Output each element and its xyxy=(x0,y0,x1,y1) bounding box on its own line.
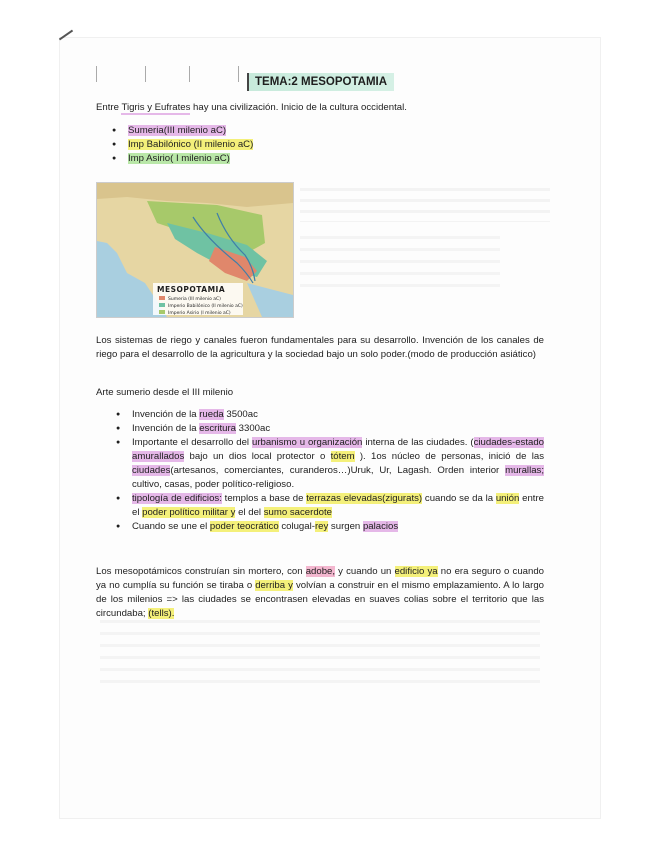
list-item: ● Invención de la rueda 3500ac xyxy=(116,408,544,422)
highlight: derriba y xyxy=(255,580,293,591)
list-item xyxy=(112,152,253,166)
highlight: (tells). xyxy=(148,608,175,619)
list-item xyxy=(112,124,253,138)
tick-mark xyxy=(189,66,190,82)
legend-item xyxy=(159,296,243,303)
arte-heading: Arte sumerio desde el III milenio xyxy=(96,387,234,398)
highlight: ciudades-estado amurallados xyxy=(132,437,544,462)
bleed-through xyxy=(100,620,540,690)
riego-paragraph: Los sistemas de riego y canales fueron fundamentales para su desarrollo. Invención de los canales de riego para el desarrollo de la agricultura y la sociedad bajo un solo poder.(modo de producción asiático) xyxy=(96,335,544,360)
mesopotamia-map xyxy=(96,182,294,318)
periods-list xyxy=(112,124,253,166)
page-title: TEMA:2 MESOPOTAMIA xyxy=(247,73,394,91)
highlight: poder político militar y xyxy=(142,507,236,518)
highlight: rueda xyxy=(199,409,224,420)
rivers-highlight: Tigris y Eufrates xyxy=(121,102,191,113)
bleed-through xyxy=(300,188,550,222)
list-item: ● Cuando se une el poder teocrático colugal-rey surgen palacios xyxy=(116,520,544,534)
period-asirio: Imp Asirio( I milenio aC) xyxy=(128,153,230,164)
map-legend xyxy=(159,296,243,316)
tick-mark xyxy=(96,66,97,82)
period-babilonico: Imp Babilónico (II milenio aC) xyxy=(128,139,254,150)
tick-mark xyxy=(238,66,239,82)
highlight: tipología de edificios: xyxy=(132,493,222,504)
tick-mark xyxy=(145,66,146,82)
highlight: sumo sacerdote xyxy=(263,507,332,518)
highlight: murallas; xyxy=(505,465,544,476)
legend-swatch xyxy=(159,303,165,307)
highlight: palacios xyxy=(362,521,399,532)
intro-post: hay una civilización. Inicio de la cultura occidental. xyxy=(190,102,407,113)
arte-list xyxy=(116,408,544,534)
highlight: rey xyxy=(314,521,329,532)
bleed-through xyxy=(300,236,500,296)
legend-swatch xyxy=(159,296,165,300)
legend-swatch xyxy=(159,310,165,314)
intro-line xyxy=(96,101,407,115)
legend-item xyxy=(159,303,243,310)
period-sumeria: Sumeria(III milenio aC) xyxy=(128,125,227,136)
legend-item xyxy=(159,310,243,317)
legend-label: Imperio Asirio (I milenio aC) xyxy=(168,310,231,316)
list-item: ● Importante el desarrollo del urbanismo u organización interna de las ciudades. (ciudades-estado amurallados bajo un dios local protector o tótem ). 1os núcleo de personas, inició de las ciudades(artesanos, comerciantes, curanderos…)Uruk, Ur, Lagash. Orden interior murallas; cultivo, casas, poder político-religioso. xyxy=(116,436,544,492)
highlight: escritura xyxy=(199,423,236,434)
map-title: MESOPOTAMIA xyxy=(157,285,226,294)
highlight: ciudades xyxy=(132,465,171,476)
final-paragraph: Los mesopotámicos construían sin mortero, con adobe, y cuando un edificio ya no era seguro o cuando ya no cumplía su función se tiraba o derriba y volvían a construir en el mismo emplazamiento. A lo largo de los milenios => las ciudades se encontrasen elevadas en suaves colias sobre el territorio que las circundaba; (tells). xyxy=(96,566,544,619)
legend-label: Imperio Babilónico (II milenio aC) xyxy=(168,303,243,309)
highlight: poder teocrático xyxy=(209,521,279,532)
highlight: tótem xyxy=(330,451,355,462)
list-item: ● tipología de edificios: templos a base de terrazas elevadas(zigurats) cuando se da la unión entre el poder político militar y el del sumo sacerdote xyxy=(116,492,544,520)
highlight: edificio ya xyxy=(394,566,438,577)
legend-label: Sumeria (III milenio aC) xyxy=(168,297,221,302)
intro-pre: Entre xyxy=(96,102,122,113)
list-item: ● Invención de la escritura 3300ac xyxy=(116,422,544,436)
highlight: adobe, xyxy=(305,566,336,577)
highlight: urbanismo u organización xyxy=(251,437,363,448)
highlight: terrazas elevadas(zigurats) xyxy=(306,493,423,504)
list-item xyxy=(112,138,253,152)
highlight: unión xyxy=(495,493,520,504)
